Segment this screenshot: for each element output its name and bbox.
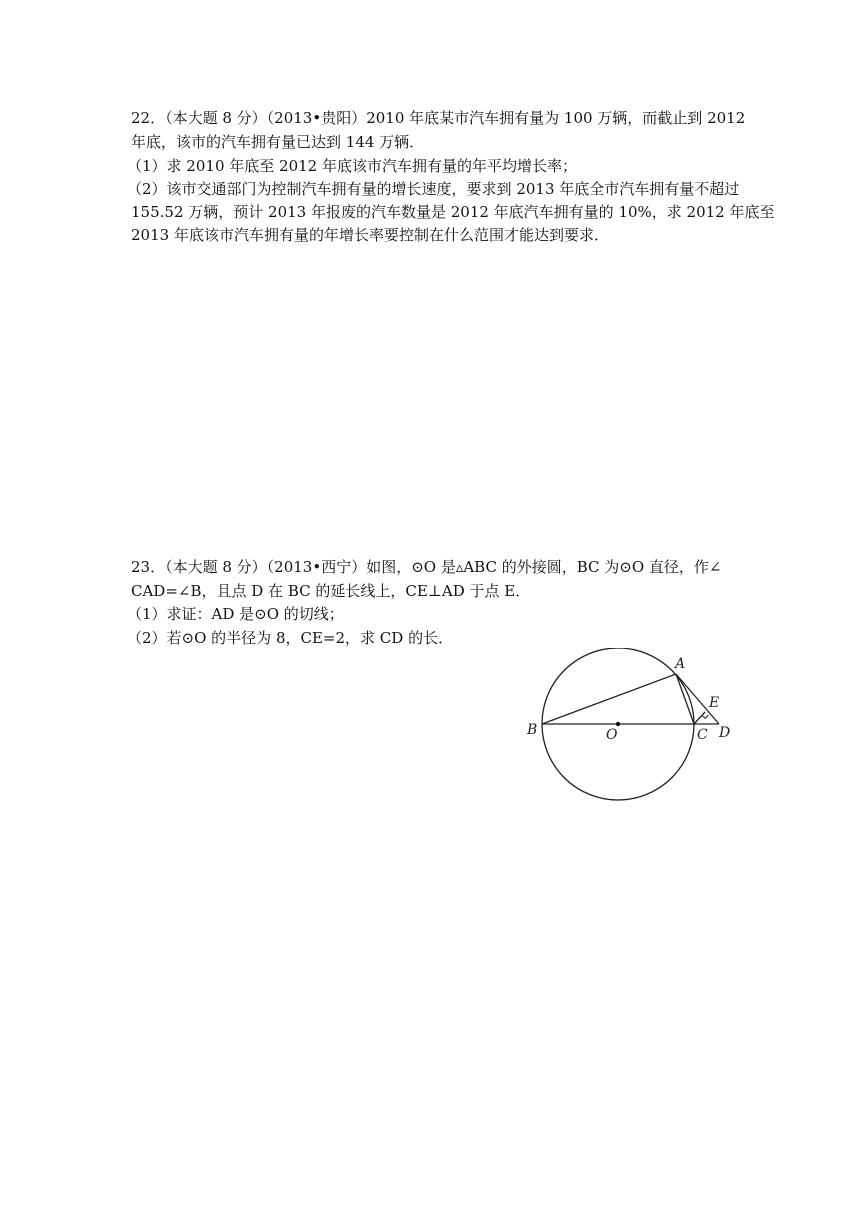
problem-22-part-1: （1）求 2010 年底至 2012 年底该市汽车拥有量的年平均增长率； [127, 157, 577, 175]
label-b: B [527, 722, 538, 738]
label-e: E [709, 695, 720, 711]
geometry-figure [520, 648, 770, 808]
problem-23-line-2: CAD=∠B，且点 D 在 BC 的延长线上，CE⊥AD 于点 E． [131, 582, 531, 600]
problem-23-line-1: 23．（本大题 8 分）（2013•西宁）如图，⊙O 是▵ABC 的外接圆，BC 为⊙O 直径，作∠ [131, 558, 722, 576]
segment-ac [676, 674, 694, 724]
right-angle-mark [702, 715, 708, 718]
problem-22-part-2-line-3: 2013 年底该市汽车拥有量的年增长率要控制在什么范围才能达到要求． [131, 226, 609, 244]
segment-ba [542, 674, 676, 724]
problem-22-part-2-line-1: （2）该市交通部门为控制汽车拥有量的增长速度，要求到 2013 年底全市汽车拥有量不超过 [127, 180, 740, 198]
segment-ce [694, 712, 705, 724]
label-d: D [719, 725, 731, 741]
label-o: O [606, 727, 618, 743]
problem-22-line-1: 22．（本大题 8 分）（2013•贵阳）2010 年底某市汽车拥有量为 100 万辆，而截止到 2012 [131, 109, 746, 127]
problem-23-part-2: （2）若⊙O 的半径为 8，CE=2，求 CD 的长． [127, 629, 454, 647]
center-point-o [616, 722, 620, 726]
label-c: C [697, 727, 708, 743]
label-a: A [675, 656, 686, 672]
problem-22-line-2: 年底，该市的汽车拥有量已达到 144 万辆． [131, 133, 425, 151]
problem-22-part-2-line-2: 155.52 万辆，预计 2013 年报废的汽车数量是 2012 年底汽车拥有量的 10%，求 2012 年底至 [131, 203, 775, 221]
problem-23-part-1: （1）求证：AD 是⊙O 的切线； [127, 605, 344, 623]
